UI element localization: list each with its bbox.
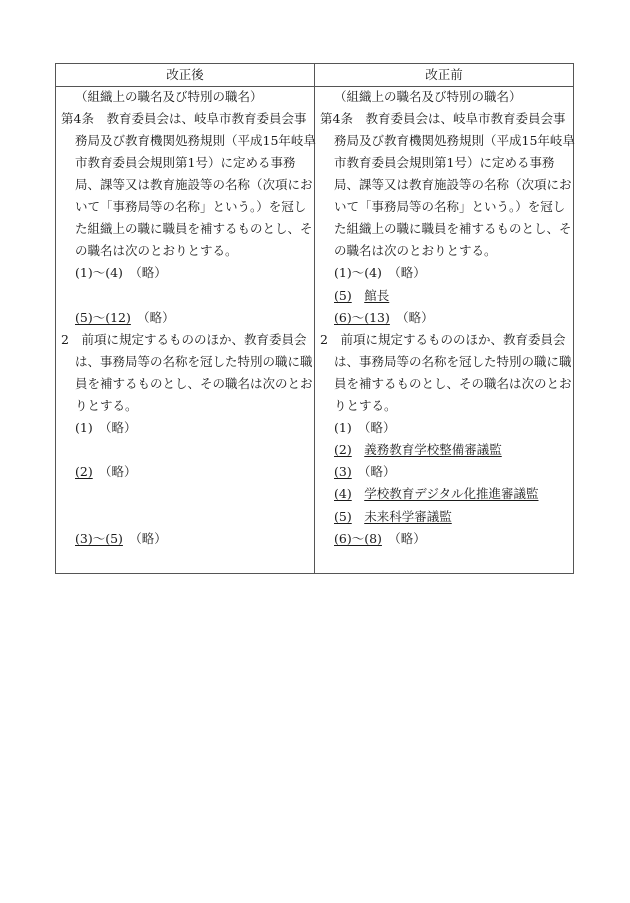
article-line: 局、課等又は教育施設等の名称（次項にお — [334, 177, 572, 192]
item-text: 学校教育デジタル化推進審議監 — [364, 486, 539, 501]
item-text: 未来科学審議監 — [364, 509, 452, 524]
list-item — [334, 417, 396, 439]
article-line: 務局及び教育機関処務規則（平成15年岐阜 — [334, 133, 575, 148]
item-number: (3) — [334, 464, 352, 479]
list-item — [334, 307, 434, 329]
item-number: (5) — [334, 509, 352, 524]
paragraph-line: は、事務局等の名称を冠した特別の職に職 — [75, 354, 313, 369]
list-item — [334, 285, 389, 307]
article-line: た組織上の職に職員を補するものとし、そ — [334, 221, 572, 236]
list-item — [334, 528, 426, 550]
item-number: (2) — [334, 442, 352, 457]
item-number: (1)～(4) — [75, 265, 123, 280]
list-item — [75, 417, 137, 439]
item-text: （略） — [402, 310, 434, 325]
article-line: いて「事務局等の名称」という。）を冠し — [334, 199, 566, 214]
article-line: た組織上の職に職員を補するものとし、そ — [75, 221, 313, 236]
item-text: （略） — [143, 310, 175, 325]
article-line: 市教育委員会規則第1号）に定める事務 — [75, 155, 296, 170]
article-line: 第4条 教育委員会は、岐阜市教育委員会事 — [320, 111, 566, 126]
caption: （組織上の職名及び特別の職名） — [75, 89, 263, 104]
item-number: (6)～(8) — [334, 531, 382, 546]
paragraph-line: は、事務局等の名称を冠した特別の職に職 — [334, 354, 572, 369]
paragraph-line: 員を補するものとし、その職名は次のとお — [75, 376, 313, 391]
column-after — [56, 86, 314, 573]
article-line: 局、課等又は教育施設等の名称（次項にお — [75, 177, 313, 192]
article-line: の職名は次のとおりとする。 — [334, 243, 497, 258]
list-item — [334, 483, 539, 505]
paragraph-line: 員を補するものとし、その職名は次のとお — [334, 376, 572, 391]
item-number: (5) — [334, 288, 352, 303]
item-text: （略） — [135, 531, 167, 546]
item-text: （略） — [394, 531, 426, 546]
list-item — [75, 262, 167, 284]
item-text: （略） — [364, 464, 396, 479]
item-number: (1) — [334, 420, 352, 435]
paragraph-line: 2 前項に規定するもののほか、教育委員会 — [320, 332, 566, 347]
item-number: (2) — [75, 464, 93, 479]
paragraph-line: 2 前項に規定するもののほか、教育委員会 — [61, 332, 307, 347]
item-text: （略） — [364, 420, 396, 435]
item-text: 館長 — [364, 288, 390, 303]
comparison-table — [55, 63, 574, 574]
list-item — [334, 506, 452, 528]
article-line: いて「事務局等の名称」という。）を冠し — [75, 199, 307, 214]
item-text: （略） — [105, 464, 137, 479]
article-line: の職名は次のとおりとする。 — [75, 243, 238, 258]
header-after: 改正後 — [166, 67, 204, 82]
article-line: 務局及び教育機関処務規則（平成15年岐阜 — [75, 133, 316, 148]
item-text: 義務教育学校整備審議監 — [364, 442, 502, 457]
column-before — [315, 86, 573, 573]
item-number: (1) — [75, 420, 93, 435]
paragraph-line: りとする。 — [75, 398, 138, 413]
item-number: (5)～(12) — [75, 310, 131, 325]
list-item — [334, 262, 426, 284]
list-item — [334, 439, 502, 461]
list-item — [75, 528, 167, 550]
caption: （組織上の職名及び特別の職名） — [334, 89, 522, 104]
item-text: （略） — [105, 420, 137, 435]
list-item — [334, 461, 396, 483]
list-item — [75, 461, 137, 483]
item-number: (3)～(5) — [75, 531, 123, 546]
item-text: （略） — [135, 265, 167, 280]
list-item — [75, 307, 175, 329]
item-number: (4) — [334, 486, 352, 501]
header-before: 改正前 — [425, 67, 463, 82]
item-text: （略） — [394, 265, 426, 280]
item-number: (6)～(13) — [334, 310, 390, 325]
article-line: 市教育委員会規則第1号）に定める事務 — [334, 155, 555, 170]
paragraph-line: りとする。 — [334, 398, 397, 413]
article-line: 第4条 教育委員会は、岐阜市教育委員会事 — [61, 111, 307, 126]
item-number: (1)～(4) — [334, 265, 382, 280]
